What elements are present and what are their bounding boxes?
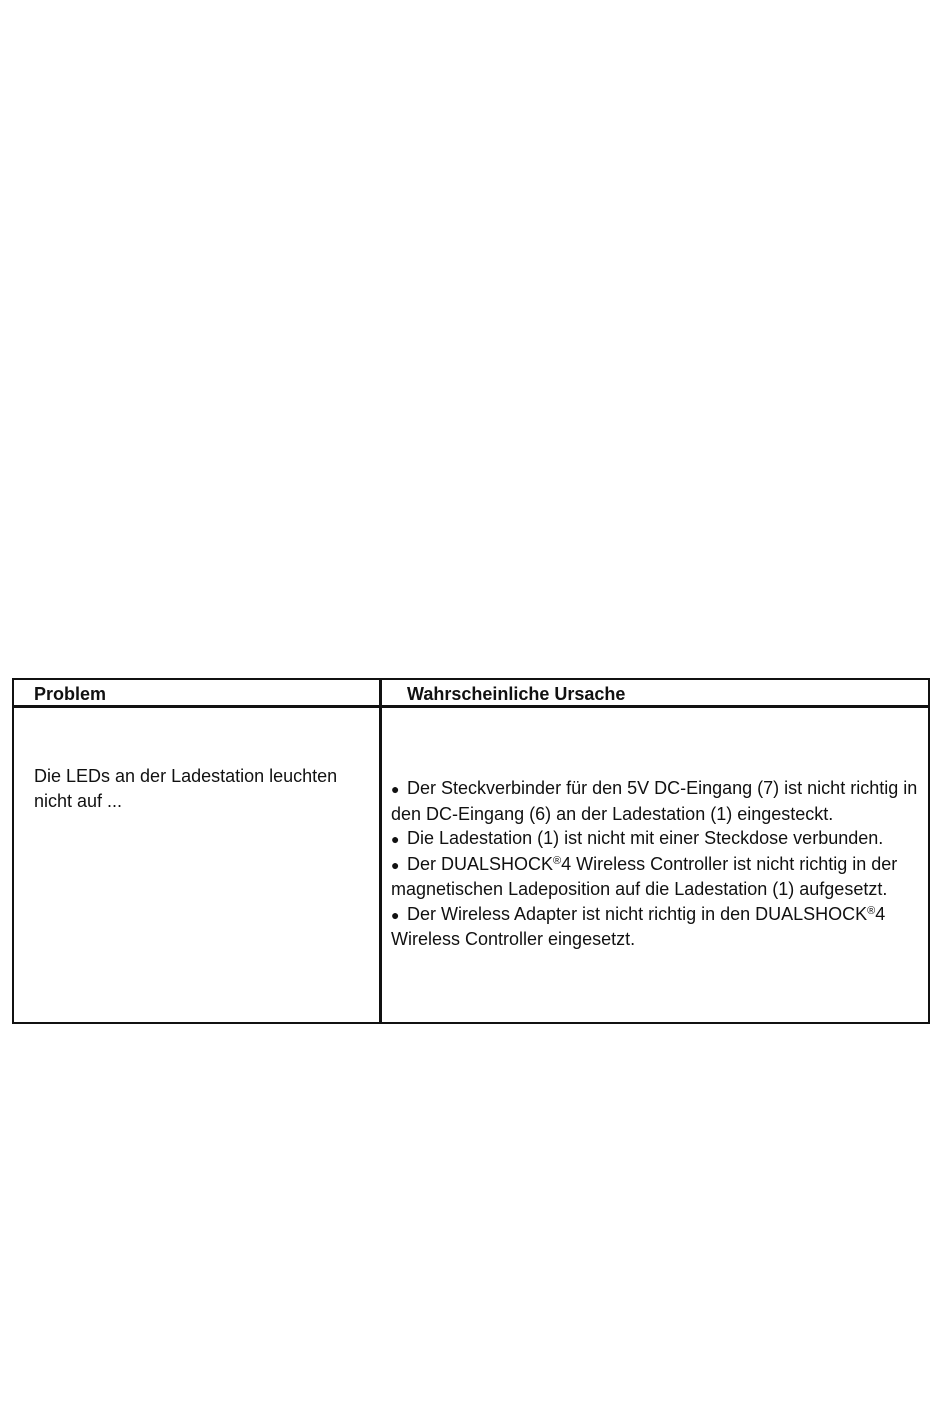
cause-text-post: 4 Wireless Controller ist nicht richtig in der magnetischen Ladeposition auf die Ladestation (1) aufgesetzt. <box>391 853 898 899</box>
registered-mark: ® <box>867 904 876 917</box>
troubleshooting-table <box>12 678 930 1024</box>
registered-mark: ® <box>553 854 562 867</box>
bullet-icon: ● <box>391 856 400 873</box>
cause-cell <box>382 708 928 1022</box>
bullet-icon: ● <box>391 781 400 797</box>
cause-item-1 <box>391 776 918 826</box>
cause-text-pre: Der Wireless Adapter ist nicht richtig in den DUALSHOCK <box>407 903 868 924</box>
header-problem: Problem <box>14 680 382 708</box>
cause-item-3 <box>391 852 918 902</box>
problem-cell: Die LEDs an der Ladestation leuchten nicht auf ... <box>14 708 382 1022</box>
cause-item-4 <box>391 902 918 952</box>
header-cause: Wahrscheinliche Ursache <box>382 680 928 708</box>
cause-text: Der Steckverbinder für den 5V DC-Eingang (7) ist nicht richtig in den DC-Eingang (6) an der Ladestation (1) eingesteckt. <box>391 778 918 824</box>
cause-item-2 <box>391 826 918 852</box>
cause-text-pre: Der DUALSHOCK <box>407 853 554 874</box>
cause-text-post: 4 Wireless Controller eingesetzt. <box>391 903 886 949</box>
bullet-icon: ● <box>391 906 400 923</box>
bullet-icon: ● <box>391 831 400 847</box>
cause-text: Die Ladestation (1) ist nicht mit einer Steckdose verbunden. <box>407 828 884 848</box>
